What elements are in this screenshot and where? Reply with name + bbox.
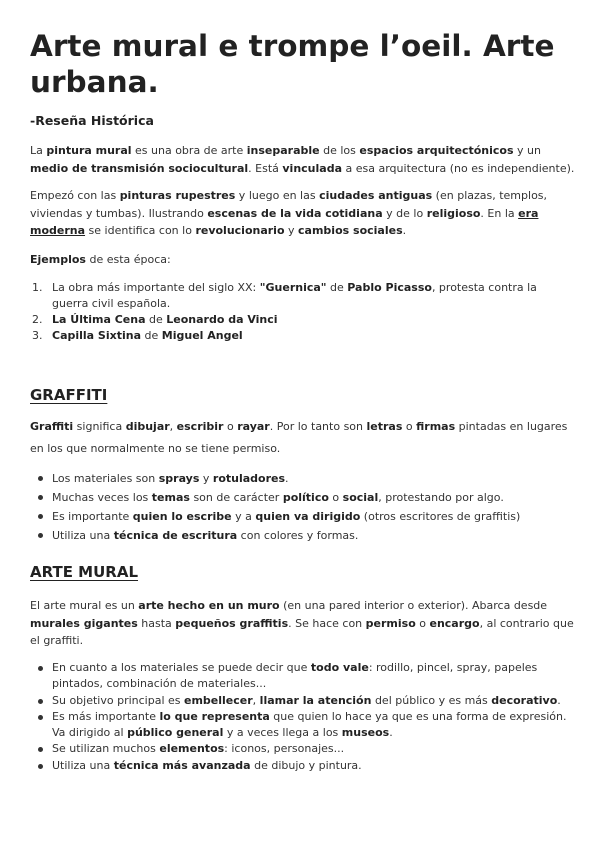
- list-item: [30, 709, 570, 742]
- list-item: [30, 741, 570, 757]
- list-item: [30, 312, 570, 328]
- bold-text: inseparable: [246, 144, 320, 157]
- text-run: con colores y formas.: [237, 529, 359, 542]
- text-run: (en plazas, templos, viviendas y tumbas). Ilustrando: [30, 189, 548, 220]
- history-heading: -Reseña Histórica: [30, 113, 154, 128]
- bold-text: pintura mural: [46, 144, 132, 157]
- bold-text: escenas de la vida cotidiana: [207, 206, 383, 220]
- bold-text: público general: [127, 726, 224, 740]
- text-run: (otros escritores de graffitis): [360, 510, 521, 523]
- bold-text: era moderna: [30, 206, 539, 237]
- bold-text: social: [342, 491, 379, 504]
- bullet-icon: [38, 764, 43, 769]
- text-run: : rodillo, pincel, spray, papeles pintados, combinación de materiales...: [52, 661, 538, 691]
- list-number: 1.: [32, 281, 43, 294]
- text-run: es una obra de arte: [131, 144, 247, 157]
- bold-text: "Guernica": [259, 281, 327, 294]
- bold-text: quien va dirigido: [255, 510, 361, 523]
- list-number: 3.: [32, 329, 43, 342]
- text-run: .: [389, 726, 393, 740]
- text-run: se identifica con lo: [85, 224, 196, 237]
- list-item: [30, 469, 570, 488]
- bold-text: técnica más avanzada: [113, 758, 251, 772]
- bullet-icon: [38, 514, 43, 519]
- bold-text: firmas: [416, 420, 456, 433]
- text-run: . En la: [480, 206, 519, 220]
- bold-text: Leonardo da Vinci: [166, 313, 278, 326]
- text-run: .: [557, 693, 561, 707]
- list-item: [30, 507, 570, 526]
- list-item: [30, 328, 570, 344]
- bold-text: Pablo Picasso: [347, 281, 432, 294]
- text-run: significa: [73, 420, 126, 433]
- bold-text: La Última Cena: [52, 313, 146, 326]
- list-item: [30, 693, 570, 709]
- text-run: de los: [319, 144, 360, 157]
- text-run: , al contrario que el graffiti.: [30, 616, 574, 647]
- bold-text: político: [282, 491, 329, 504]
- text-run: hasta: [137, 616, 176, 630]
- text-run: o: [328, 491, 343, 504]
- text-run: de: [145, 313, 167, 326]
- text-run: , protesta contra la guerra civil española.: [52, 281, 537, 310]
- text-run: La obra más importante del siglo XX:: [52, 281, 260, 294]
- graffiti-paragraph: [30, 416, 575, 460]
- bold-text: llamar la atención: [259, 693, 372, 707]
- text-run: Se utilizan muchos: [52, 742, 160, 756]
- bold-text: quien lo escribe: [132, 510, 232, 523]
- list-item: [30, 758, 570, 774]
- bold-text: Capilla Sixtina: [52, 329, 142, 342]
- text-run: Es más importante: [52, 709, 160, 723]
- bold-text: sprays: [158, 472, 200, 485]
- bold-text: vinculada: [282, 161, 343, 175]
- bullet-icon: [38, 666, 43, 671]
- text-run: Muchas veces los: [52, 491, 152, 504]
- text-run: o: [402, 420, 417, 433]
- mural-paragraph: [30, 597, 575, 650]
- bold-text: Miguel Angel: [161, 329, 243, 342]
- history-paragraph-2: [30, 187, 575, 240]
- bullet-icon: [38, 747, 43, 752]
- bold-text: murales gigantes: [30, 616, 138, 630]
- text-run: . Se hace con: [288, 616, 366, 630]
- text-run: La: [30, 144, 47, 157]
- bold-text: dibujar: [125, 420, 170, 433]
- text-run: Utiliza una: [52, 758, 114, 772]
- bold-text: religioso: [426, 206, 481, 220]
- text-run: que quien lo hace ya que es una forma de expresión. Va dirigido al: [52, 709, 567, 740]
- text-run: pintadas en lugares en los que normalmente no se tiene permiso.: [30, 420, 568, 455]
- text-run: .: [402, 224, 407, 237]
- examples-list: [30, 280, 570, 344]
- text-run: Utiliza una: [52, 529, 114, 542]
- bold-text: Graffiti: [30, 420, 74, 433]
- bold-text: pinturas rupestres: [119, 189, 236, 202]
- bullet-icon: [38, 495, 43, 500]
- list-item: [30, 280, 570, 312]
- text-run: y un: [513, 144, 541, 157]
- bold-text: todo vale: [310, 661, 369, 674]
- list-item: [30, 660, 570, 693]
- text-run: y de lo: [382, 206, 427, 220]
- bold-text: escribir: [176, 420, 224, 433]
- bold-text: revolucionario: [195, 224, 285, 237]
- text-run: (en una pared interior o exterior). Abarca desde: [279, 599, 548, 612]
- text-run: .: [285, 472, 289, 485]
- bold-text: rotuladores: [212, 472, 286, 485]
- list-item: [30, 488, 570, 507]
- text-run: En cuanto a los materiales se puede decir que: [52, 661, 311, 674]
- examples-intro: [30, 251, 575, 269]
- text-run: a esa arquitectura (no es independiente).: [342, 161, 575, 175]
- bold-text: rayar: [237, 420, 270, 433]
- text-run: y luego en las: [235, 189, 320, 202]
- text-run: ,: [169, 420, 177, 433]
- bold-text: museos: [341, 726, 390, 740]
- graffiti-heading: GRAFFITI: [30, 386, 108, 404]
- bold-text: técnica de escritura: [113, 529, 238, 542]
- text-run: Empezó con las: [30, 189, 120, 202]
- bold-text: embellecer: [184, 693, 253, 707]
- text-run: ,: [252, 693, 260, 707]
- history-paragraph-1: [30, 142, 575, 177]
- list-number: 2.: [32, 313, 43, 326]
- bold-text: lo que representa: [159, 709, 270, 723]
- text-run: . Por lo tanto son: [269, 420, 367, 433]
- text-run: son de carácter: [189, 491, 283, 504]
- bold-text: encargo: [429, 616, 480, 630]
- bold-text: Ejemplos: [30, 253, 86, 266]
- text-run: El arte mural es un: [30, 599, 139, 612]
- bold-text: cambios sociales: [298, 224, 403, 237]
- bold-text: ciudades antiguas: [319, 189, 433, 202]
- text-run: de: [141, 329, 162, 342]
- text-run: Es importante: [52, 510, 133, 523]
- text-run: o: [415, 616, 430, 630]
- bold-text: permiso: [365, 616, 416, 630]
- bold-text: temas: [151, 491, 190, 504]
- list-item: [30, 526, 570, 545]
- bold-text: decorativo: [491, 693, 558, 707]
- text-run: o: [223, 420, 238, 433]
- graffiti-bullets: [30, 469, 570, 545]
- text-run: del público y es más: [371, 693, 492, 707]
- text-run: de esta época:: [85, 253, 171, 266]
- text-run: . Está: [248, 161, 283, 175]
- mural-heading: ARTE MURAL: [30, 563, 139, 581]
- document-title: Arte mural e trompe l’oeil. Arte urbana.: [30, 29, 555, 99]
- bullet-icon: [38, 476, 43, 481]
- text-run: , protestando por algo.: [378, 491, 504, 504]
- bold-text: letras: [366, 420, 403, 433]
- text-run: y: [199, 472, 213, 485]
- mural-bullets: [30, 660, 570, 774]
- text-run: de dibujo y pintura.: [250, 758, 362, 772]
- bold-text: espacios arquitectónicos: [359, 144, 514, 157]
- bullet-icon: [38, 533, 43, 538]
- bold-text: arte hecho en un muro: [138, 599, 280, 612]
- text-run: : iconos, personajes...: [224, 742, 345, 756]
- bullet-icon: [38, 715, 43, 720]
- text-run: de: [326, 281, 348, 294]
- bullet-icon: [38, 699, 43, 704]
- text-run: Su objetivo principal es: [52, 693, 184, 707]
- bold-text: pequeños graffitis: [175, 616, 289, 630]
- text-run: Los materiales son: [52, 472, 159, 485]
- bold-text: medio de transmisión sociocultural: [30, 161, 249, 175]
- bold-text: elementos: [159, 742, 225, 756]
- text-run: y a: [231, 510, 256, 523]
- text-run: y: [284, 224, 299, 237]
- text-run: y a veces llega a los: [223, 726, 342, 740]
